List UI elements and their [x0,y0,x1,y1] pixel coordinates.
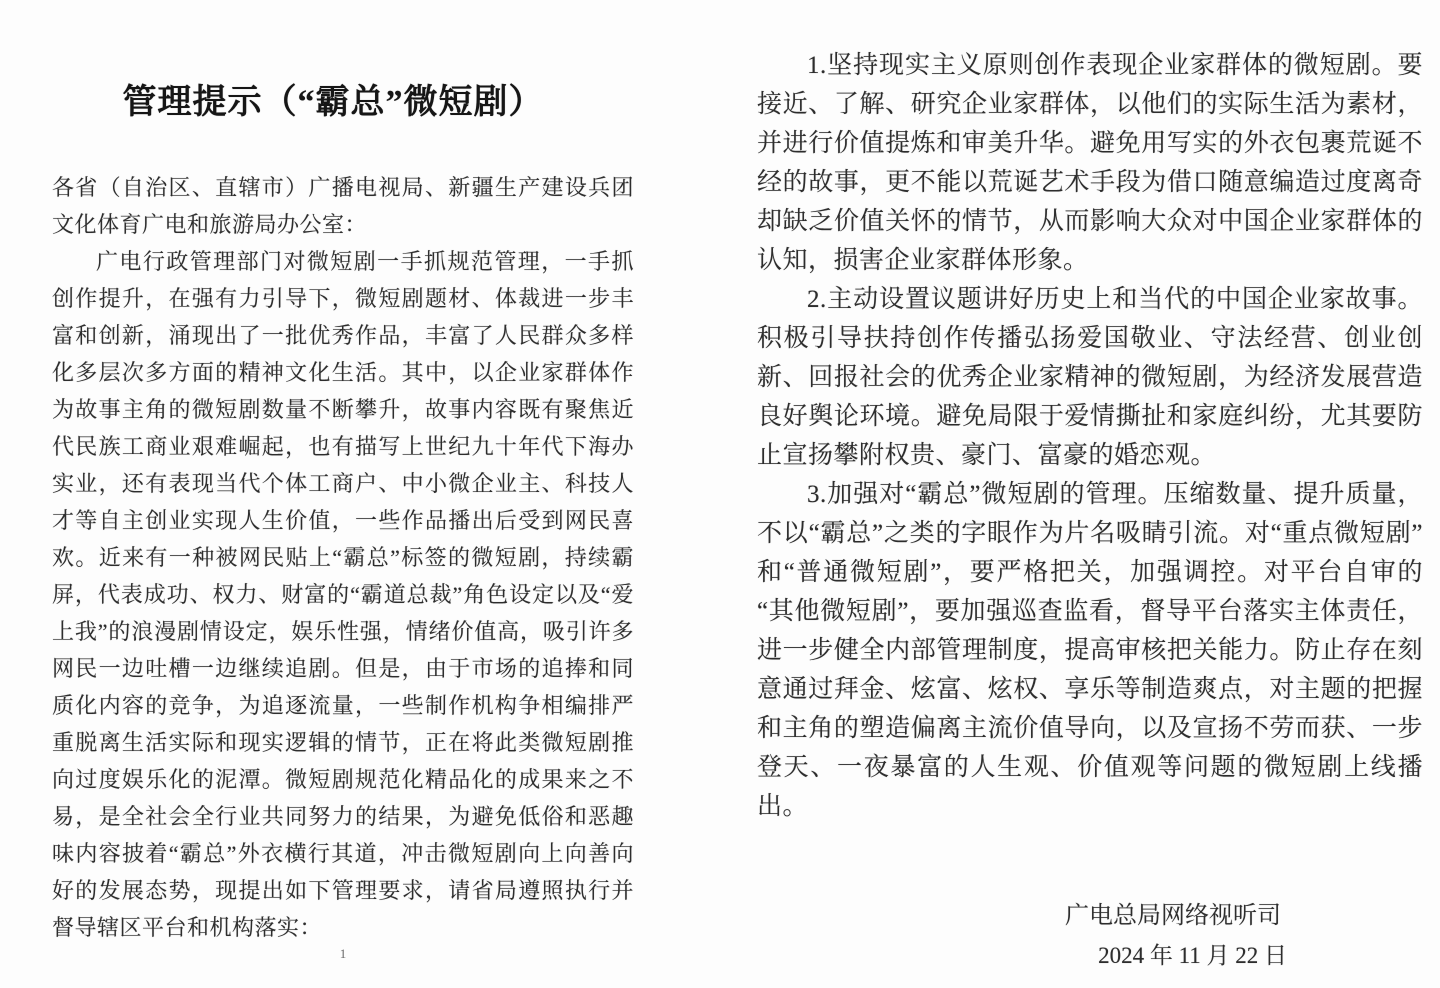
directive-item-1: 1.坚持现实主义原则创作表现企业家群体的微短剧。要接近、了解、研究企业家群体，以他们的实际生活为素材，并进行价值提炼和审美升华。避免用写实的外衣包裹荒诞不经的故事，更不能以荒诞艺术手段为借口随意编造过度离奇却缺乏价值关怀的情节，从而影响大众对中国企业家群体的认知，损害企业家群体形象。 [757,52,1423,274]
salutation-paragraph: 各省（自治区、直辖市）广播电视局、新疆生产建设兵团文化体育广电和旅游局办公室： [52,175,634,237]
page-number: 1 [339,946,347,961]
intro-paragraph: 广电行政管理部门对微短剧一手抓规范管理，一手抓创作提升，在强有力引导下，微短剧题材、体裁进一步丰富和创新，涌现出了一批优秀作品，丰富了人民群众多样化多层次多方面的精神文化生活。其中，以企业家群体作为故事主角的微短剧数量不断攀升，故事内容既有聚焦近代民族工商业艰难崛起，也有描写上世纪九十年代下海办实业，还有表现当代个体工商户、中小微企业主、科技人才等自主创业实现人生价值，一些作品播出后受到网民喜欢。近来有一种被网民贴上“霸总”标签的微短剧，持续霸屏，代表成功、权力、财富的“霸道总裁”角色设定以及“爱上我”的浪漫剧情设定，娱乐性强，情绪价值高，吸引许多网民一边吐槽一边继续追剧。但是，由于市场的追捧和同质化内容的竞争，为追逐流量，一些制作机构争相编排严重脱离生活实际和现实逻辑的情节，正在将此类微短剧推向过度娱乐化的泥潭。微短剧规范化精品化的成果来之不易，是全社会全行业共同努力的结果，为避免低俗和恶趣味内容披着“霸总”外衣横行其道，冲击微短剧向上向善向好的发展态势，现提出如下管理要求，请省局遵照执行并督导辖区平台和机构落实： [52,249,634,940]
directive-item-2: 2.主动设置议题讲好历史上和当代的中国企业家故事。积极引导扶持创作传播弘扬爱国敬业、守法经营、创业创新、回报社会的优秀企业家精神的微短剧，为经济发展营造良好舆论环境。避免局限于爱情撕扯和家庭纠纷，尤其要防止宣扬攀附权贵、豪门、富豪的婚恋观。 [757,286,1423,469]
directive-item-3: 3.加强对“霸总”微短剧的管理。压缩数量、提升质量，不以“霸总”之类的字眼作为片名吸睛引流。对“重点微短剧”和“普通微短剧”，要严格把关，加强调控。对平台自审的“其他微短剧”，要加强巡查监看，督导平台落实主体责任，进一步健全内部管理制度，提高审核把关能力。防止存在刻意通过拜金、炫富、炫权、享乐等制造爽点，对主题的把握和主角的塑造偏离主流价值导向，以及宣扬不劳而获、一步登天、一夜暴富的人生观、价值观等问题的微短剧上线播出。 [757,481,1423,820]
document-title: 管理提示（“霸总”微短剧） [122,84,544,121]
document-page-1 [52,74,634,946]
signature-block [757,896,1423,976]
document-page-2 [757,46,1423,976]
signer-name: 广电总局网络视听司 [1065,903,1281,929]
signature-date: 2024 年 11 月 22 日 [1098,943,1287,968]
